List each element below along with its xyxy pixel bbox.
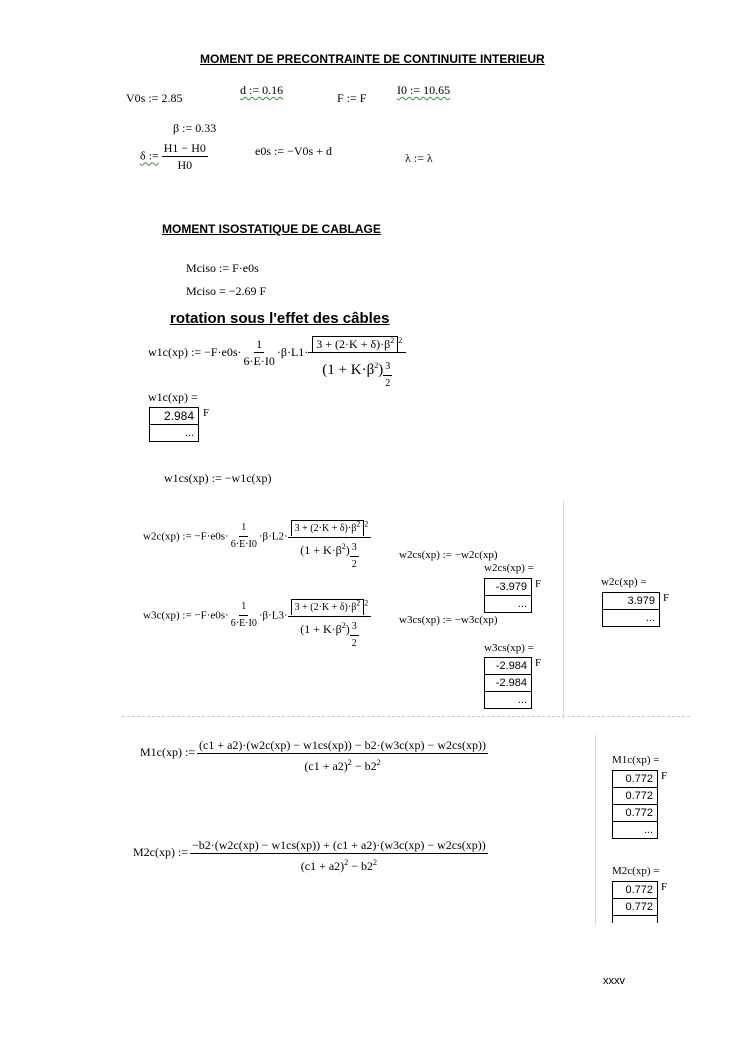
w2c-formula <box>143 520 371 573</box>
w2c-denom-exp: 2 <box>341 542 346 552</box>
w2cs-result-cell: ... <box>485 596 532 613</box>
w2c-bracket-text: 3 + (2·K + δ)·β <box>294 523 357 534</box>
w3cs-unit: F <box>535 657 542 669</box>
w2cs-definition: w2cs(xp) := −w2c(xp) <box>399 549 498 561</box>
m1c-result-cell: 0.772 <box>613 788 658 805</box>
region-divider-vertical <box>563 500 564 718</box>
w3c-big-frac <box>288 599 372 652</box>
w3c-bracket-exp: 2 <box>356 598 361 608</box>
m1c-result-cell: ... <box>613 822 658 839</box>
w3c-frac <box>229 599 259 632</box>
w2cs-eval-label: w2cs(xp) = <box>484 562 534 574</box>
m2c-den-a: (c1 + a2) <box>300 859 345 873</box>
w3c-lhs: w3c(xp) := −F·e0s· <box>143 609 229 622</box>
page-number: xxxv <box>603 975 625 987</box>
m1c-den-exp1: 2 <box>347 758 352 767</box>
m1c-denominator <box>302 754 382 774</box>
w3cs-result-table <box>484 657 532 709</box>
w3c-denom <box>300 622 350 636</box>
m2c-result-cell <box>613 916 658 924</box>
i0-definition <box>397 83 450 98</box>
m2c-den-b: − b2 <box>348 859 373 873</box>
m1c-lhs: M1c(xp) := <box>140 745 196 759</box>
m2c-numerator: −b2·(w2c(xp) − w1cs(xp)) + (c1 + a2)·(w3c(xp) − w2cs(xp)) <box>192 838 486 852</box>
e0s-definition: e0s := −V0s + d <box>255 144 332 158</box>
w1c-denom <box>322 362 383 378</box>
delta-numerator: H1 − H0 <box>163 141 206 155</box>
w1c-big-den <box>320 353 394 392</box>
w1c-result-cell: ... <box>150 425 199 442</box>
w3cs-definition: w3cs(xp) := −w3c(xp) <box>399 614 498 626</box>
w1c-denom-close: ) <box>378 362 384 378</box>
w1c-eval-label: w1c(xp) = <box>148 390 198 404</box>
m2c-eval-label: M2c(xp) = <box>612 865 660 877</box>
w3c-bracket-text: 3 + (2·K + δ)·β <box>294 602 357 613</box>
w3c-big-den <box>298 617 361 652</box>
w1c-lhs: w1c(xp) := −F·e0s· <box>148 345 242 359</box>
w2c-lhs: w2c(xp) := −F·e0s· <box>143 530 229 543</box>
d-definition <box>240 83 283 98</box>
m2c-unit: F <box>661 881 668 893</box>
w3cs-result-cell: -2.984 <box>485 675 532 692</box>
w2c-frac-den: 6·E·I0 <box>230 539 257 550</box>
w2c-bracket <box>291 520 365 536</box>
m1c-unit: F <box>661 770 668 782</box>
region-divider-vertical-2 <box>595 735 596 925</box>
w2c-result-cell: 3.979 <box>603 593 660 610</box>
m1c-den-exp2: 2 <box>376 758 381 767</box>
m2c-den-exp1: 2 <box>344 858 349 867</box>
w3c-outer-exp: 2 <box>364 598 369 608</box>
w3c-denom-exp: 2 <box>341 621 346 631</box>
mciso-value: Mciso = −2.69 F <box>186 284 267 298</box>
w2c-frac <box>229 520 259 553</box>
w2c-power-frac <box>350 540 359 573</box>
w2c-frac-num: 1 <box>239 520 248 537</box>
w1c-mid: ·β·L1· <box>276 345 309 359</box>
w1c-unit: F <box>203 407 210 419</box>
delta-definition <box>140 140 208 173</box>
m1c-result-table <box>612 770 658 839</box>
m2c-denominator <box>299 854 379 874</box>
w2cs-result-table <box>484 578 532 613</box>
w1c-power-den: 2 <box>385 378 391 389</box>
m2c-result-cell: 0.772 <box>613 882 658 899</box>
w1c-denom-exp: 2 <box>374 361 379 370</box>
w1c-result-cell: 2.984 <box>150 408 199 425</box>
m2c-result-cell: 0.772 <box>613 899 658 916</box>
w1c-bracket <box>312 336 398 352</box>
m1c-numerator: (c1 + a2)·(w2c(xp) − w1cs(xp)) − b2·(w3c(xp) − w2cs(xp)) <box>199 738 486 752</box>
w2c-result-table <box>602 592 660 627</box>
w1c-frac-den: 6·E·I0 <box>243 354 275 368</box>
w1c-denom-text: (1 + K·β <box>322 362 375 378</box>
w1c-frac <box>242 336 277 369</box>
w3cs-eval-label: w3cs(xp) = <box>484 642 534 654</box>
w1c-frac-num: 1 <box>256 337 263 351</box>
m1c-frac <box>197 737 488 774</box>
m2c-result-table <box>612 881 658 923</box>
page-title: MOMENT DE PRECONTRAINTE DE CONTINUITE INTERIEUR <box>200 52 545 66</box>
w2c-big-frac <box>288 520 372 573</box>
w3c-frac-den: 6·E·I0 <box>230 618 257 629</box>
w1c-result-table <box>149 407 199 442</box>
m1c-den-b: − b2 <box>351 759 377 773</box>
m1c-eval-label: M1c(xp) = <box>612 754 660 766</box>
w3c-formula <box>143 599 371 652</box>
w3c-denom-text: (1 + K·β <box>300 622 342 637</box>
m1c-result-cell: 0.772 <box>613 771 658 788</box>
w1c-big-num <box>308 336 406 353</box>
w2c-denom <box>300 543 350 557</box>
w2c-result-cell: ... <box>603 610 660 627</box>
w3c-big-num <box>288 599 372 617</box>
lambda-definition: λ := λ <box>405 151 433 165</box>
w2c-mid: ·β·L2· <box>258 530 288 543</box>
mciso-definition: Mciso := F·e0s <box>186 261 259 275</box>
w3c-mid: ·β·L3· <box>258 609 288 622</box>
m2c-frac <box>190 837 488 874</box>
w3c-bracket <box>291 599 365 615</box>
w2c-bracket-exp: 2 <box>356 519 361 529</box>
section-isostatic-title: MOMENT ISOSTATIQUE DE CABLAGE <box>162 222 381 236</box>
w3cs-result-cell: -2.984 <box>485 658 532 675</box>
w2c-big-den <box>298 538 361 573</box>
w1c-bracket-exp: 2 <box>390 336 395 345</box>
w3c-power-num: 3 <box>350 619 359 636</box>
w3c-frac-num: 1 <box>239 599 248 616</box>
w2c-denom-text: (1 + K·β <box>300 543 342 558</box>
m1c-result-cell: 0.772 <box>613 805 658 822</box>
d-definition-text: d := 0.16 <box>240 83 284 97</box>
m2c-fraction <box>190 837 488 874</box>
beta-definition: β := 0.33 <box>173 121 217 135</box>
m1c-den-a: (c1 + a2) <box>304 759 348 773</box>
m2c-lhs: M2c(xp) := <box>133 845 189 859</box>
w2c-unit: F <box>663 592 670 604</box>
delta-fraction <box>162 140 208 173</box>
w1c-power-frac <box>383 359 392 392</box>
section-rotation-title: rotation sous l'effet des câbles <box>170 310 390 327</box>
w3c-denom-close: ) <box>345 622 350 637</box>
w1c-bracket-text: 3 + (2·K + δ)·β <box>316 337 391 351</box>
w2cs-result-cell: -3.979 <box>485 579 532 596</box>
w3c-power-den: 2 <box>351 638 357 649</box>
delta-denominator: H0 <box>177 158 193 172</box>
w3c-power-frac <box>350 619 359 652</box>
w2c-big-num <box>288 520 372 538</box>
w1cs-definition: w1cs(xp) := −w1c(xp) <box>164 471 272 485</box>
w1c-big-frac <box>308 336 406 392</box>
w2c-denom-close: ) <box>345 543 350 558</box>
w1c-outer-exp: 2 <box>398 336 403 345</box>
m1c-fraction <box>197 737 488 774</box>
w2cs-unit: F <box>535 578 542 590</box>
w2c-outer-exp: 2 <box>364 519 369 529</box>
w2c-eval-label: w2c(xp) = <box>601 576 647 588</box>
w1c-power-num: 3 <box>383 359 392 376</box>
v0s-definition: V0s := 2.85 <box>126 91 183 105</box>
w1c-formula <box>148 336 406 392</box>
w2c-power-den: 2 <box>351 559 357 570</box>
w3cs-result-cell: ... <box>485 692 532 709</box>
delta-lhs: δ := <box>140 148 159 163</box>
w2c-power-num: 3 <box>350 540 359 557</box>
region-divider-horizontal <box>122 716 690 717</box>
f-definition: F := F <box>337 91 367 105</box>
i0-definition-text: I0 := 10.65 <box>397 83 451 97</box>
m2c-den-exp2: 2 <box>372 858 377 867</box>
